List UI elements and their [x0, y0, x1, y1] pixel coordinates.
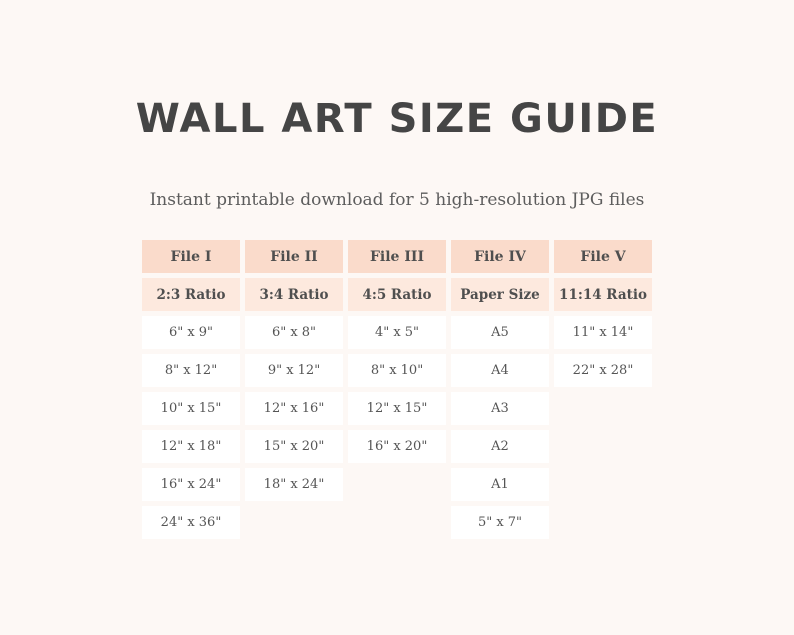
size-guide-table [142, 240, 652, 539]
size-cell: 4" x 5" [348, 316, 446, 349]
size-cell: 11" x 14" [554, 316, 652, 349]
ratio-label: 4:5 Ratio [348, 278, 446, 311]
file-header: File I [142, 240, 240, 273]
file-column-4 [451, 240, 549, 539]
file-column-2 [245, 240, 343, 539]
size-cell: 15" x 20" [245, 430, 343, 463]
file-header: File V [554, 240, 652, 273]
size-cell: 12" x 16" [245, 392, 343, 425]
size-cell: 5" x 7" [451, 506, 549, 539]
size-cell: A1 [451, 468, 549, 501]
size-cell: 18" x 24" [245, 468, 343, 501]
page-subtitle: Instant printable download for 5 high-resolution JPG files [149, 190, 645, 210]
size-cell: A4 [451, 354, 549, 387]
size-cell: 6" x 9" [142, 316, 240, 349]
size-cell: A2 [451, 430, 549, 463]
size-cell: 12" x 15" [348, 392, 446, 425]
ratio-label: 3:4 Ratio [245, 278, 343, 311]
ratio-label: 2:3 Ratio [142, 278, 240, 311]
size-cell: 16" x 24" [142, 468, 240, 501]
size-cell: A3 [451, 392, 549, 425]
size-cell: 8" x 10" [348, 354, 446, 387]
ratio-label: 11:14 Ratio [554, 278, 652, 311]
size-cell: 10" x 15" [142, 392, 240, 425]
size-cell: 16" x 20" [348, 430, 446, 463]
file-header: File II [245, 240, 343, 273]
file-column-3 [348, 240, 446, 539]
size-cell: 8" x 12" [142, 354, 240, 387]
page-title: WALL ART SIZE GUIDE [135, 96, 659, 142]
file-header: File III [348, 240, 446, 273]
file-column-1 [142, 240, 240, 539]
file-column-5 [554, 240, 652, 539]
size-cell: 12" x 18" [142, 430, 240, 463]
ratio-label: Paper Size [451, 278, 549, 311]
size-cell: A5 [451, 316, 549, 349]
size-cell: 24" x 36" [142, 506, 240, 539]
size-cell: 6" x 8" [245, 316, 343, 349]
size-cell: 22" x 28" [554, 354, 652, 387]
size-cell: 9" x 12" [245, 354, 343, 387]
file-header: File IV [451, 240, 549, 273]
